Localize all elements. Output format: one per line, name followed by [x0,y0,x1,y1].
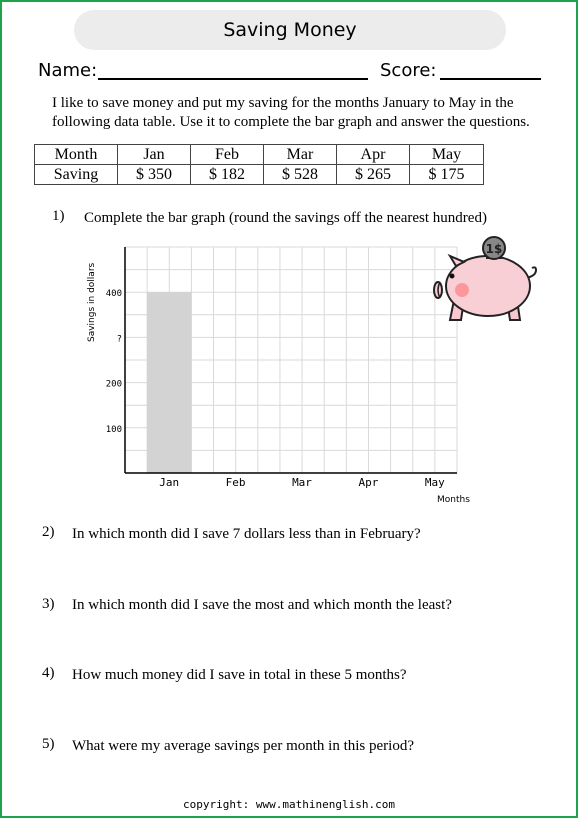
question-text: How much money did I save in total in these 5 months? [72,667,407,683]
question-text: Complete the bar graph (round the savings off the nearest hundred) [84,210,487,226]
table-cell: Feb [191,145,264,165]
question-number: 2) [42,524,55,540]
x-tick-label: Mar [292,476,312,489]
table-cell: Jan [118,145,191,165]
name-label: Name: [38,60,98,81]
question-number: 1) [52,208,65,224]
score-field[interactable] [440,78,541,80]
table-cell: $ 265 [337,165,410,185]
question-text: In which month did I save 7 dollars less than in February? [72,526,421,542]
bar-graph [80,240,470,510]
x-axis-label: Months [437,495,470,505]
y-tick-label: ? [116,334,122,345]
table-cell: Mar [264,145,337,165]
x-tick-label: May [424,476,445,489]
bar [147,292,191,473]
table-cell: $ 175 [410,165,484,185]
y-tick-label: 100 [105,424,122,435]
intro-text: I like to save money and put my saving for the months January to May in the following data table. Use it to complete the bar graph and answer the questions. [52,95,530,130]
piggy-bank-icon [430,236,548,328]
name-field[interactable] [98,78,368,80]
table-cell: May [410,145,484,165]
page-title: Saving Money [74,10,506,50]
table-cell: Saving [35,165,118,185]
question-text: What were my average savings per month in this period? [72,738,414,754]
coin-label: 1$ [485,242,503,256]
savings-table [34,144,484,185]
x-tick-label: Apr [358,476,379,489]
x-tick-label: Jan [159,476,180,489]
y-tick-label: 200 [105,379,122,390]
table-cell: $ 350 [118,165,191,185]
question-number: 3) [42,596,55,612]
score-label: Score: [380,60,437,81]
copyright-text: copyright: www.mathinenglish.com [183,798,395,811]
table-cell: $ 182 [191,165,264,185]
question-number: 4) [42,665,55,681]
y-axis-label: Savings in dollars [87,262,97,342]
y-tick-label: 400 [105,289,122,300]
x-tick-label: Feb [225,476,246,489]
question-text: In which month did I save the most and which month the least? [72,597,452,613]
table-cell: $ 528 [264,165,337,185]
question-number: 5) [42,736,55,752]
table-cell: Apr [337,145,410,165]
table-row [35,145,484,165]
table-row [35,165,484,185]
table-cell: Month [35,145,118,165]
